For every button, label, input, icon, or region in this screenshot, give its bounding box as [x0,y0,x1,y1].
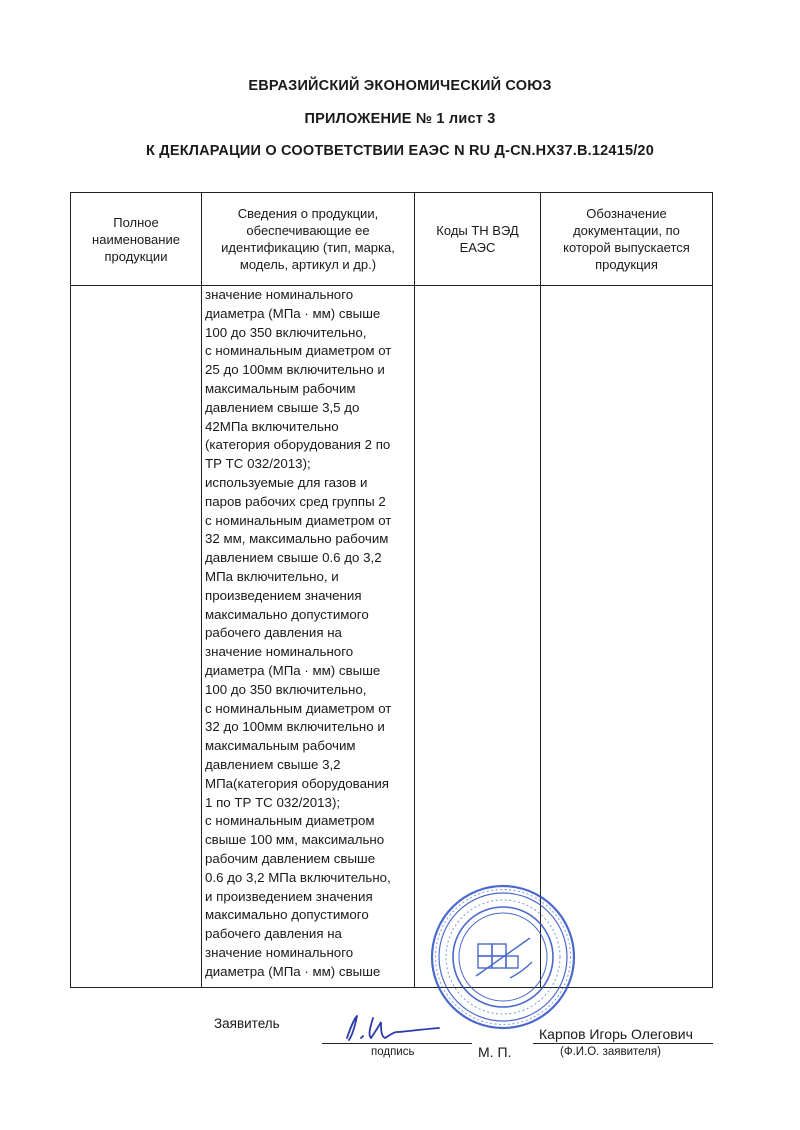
applicant-name: Карпов Игорь Олегович [539,1026,693,1042]
product-info-line: рабочего давления на [205,625,342,641]
product-info-line: 32 до 100мм включительно и [205,719,385,735]
product-info-line: значение номинального [205,287,354,302]
product-info-cell [202,286,414,981]
product-info-line: 1 по ТР ТС 032/2013); [205,794,341,810]
product-info-line: МПа включительно, и [205,568,339,584]
product-info-line: с номинальным диаметром от [205,512,392,528]
product-info-line: 25 до 100мм включительно и [205,362,385,378]
appendix-title: ПРИЛОЖЕНИЕ № 1 лист 3 [304,111,496,127]
product-info-line: ТР ТС 032/2013); [205,456,311,472]
column-header-tnved-codes: Коды ТН ВЭД ЕАЭС [436,223,519,255]
product-info-line: диаметра (МПа · мм) свыше [205,305,381,321]
product-info-line: и произведением значения [205,888,373,904]
product-info-line: с номинальным диаметром [205,813,375,829]
product-info-line: паров рабочих сред группы 2 [205,493,386,509]
column-divider [414,193,415,987]
declaration-title: К ДЕКЛАРАЦИИ О СООТВЕТСТВИИ ЕАЭС N RU Д-CN.НХ37.В.12415/20 [146,143,654,159]
name-caption: (Ф.И.О. заявителя) [560,1046,661,1058]
product-info-line: используемые для газов и [205,474,368,490]
name-line [533,1043,713,1044]
column-header-product-info: Сведения о продукции, обеспечивающие ее идентификацию (тип, марка, модель, артикул и др.) [221,206,395,272]
product-info-line: с номинальным диаметром от [205,343,392,359]
column-divider [540,193,541,987]
product-info-line: 42МПа включительно [205,418,339,434]
applicant-label: Заявитель [214,1016,280,1031]
product-info-line: МПа(категория оборудования [205,775,389,791]
product-info-line: максимально допустимого [205,606,369,622]
product-info-line: с номинальным диаметром от [205,700,392,716]
product-info-line: давлением свыше 3,2 [205,756,341,772]
product-info-line: давлением свыше 3,5 до [205,399,360,415]
product-info-line: свыше 100 мм, максимально [205,832,385,848]
product-info-line: давлением свыше 0.6 до 3,2 [205,550,382,566]
product-info-line: диаметра (МПа · мм) свыше [205,662,381,678]
product-table [70,192,713,988]
signature-line [322,1043,472,1044]
signature-caption: подпись [371,1046,415,1058]
product-info-line: 100 до 350 включительно, [205,324,367,340]
product-info-line: 100 до 350 включительно, [205,681,367,697]
column-header-documentation: Обозначение документации, по которой выпускается продукция [563,206,690,272]
product-info-line: рабочим давлением свыше [205,850,376,866]
product-info-line: значение номинального [205,944,354,960]
product-info-line: максимально допустимого [205,907,369,923]
product-info-line: диаметра (МПа · мм) свыше [205,963,381,979]
product-info-line: значение номинального [205,644,354,660]
product-info-line: 32 мм, максимально рабочим [205,531,389,547]
product-info-line: рабочего давления на [205,926,342,942]
product-info-line: максимальным рабочим [205,380,356,396]
column-header-product-name: Полное наименование продукции [92,214,180,264]
union-title: ЕВРАЗИЙСКИЙ ЭКОНОМИЧЕСКИЙ СОЮЗ [248,78,552,94]
product-info-line: (категория оборудования 2 по [205,437,391,453]
product-info-line: максимальным рабочим [205,738,356,754]
product-info-line: 0.6 до 3,2 МПа включительно, [205,869,391,885]
stamp-caption: М. П. [478,1044,512,1060]
company-seal [428,882,578,1032]
product-info-line: произведением значения [205,587,362,603]
